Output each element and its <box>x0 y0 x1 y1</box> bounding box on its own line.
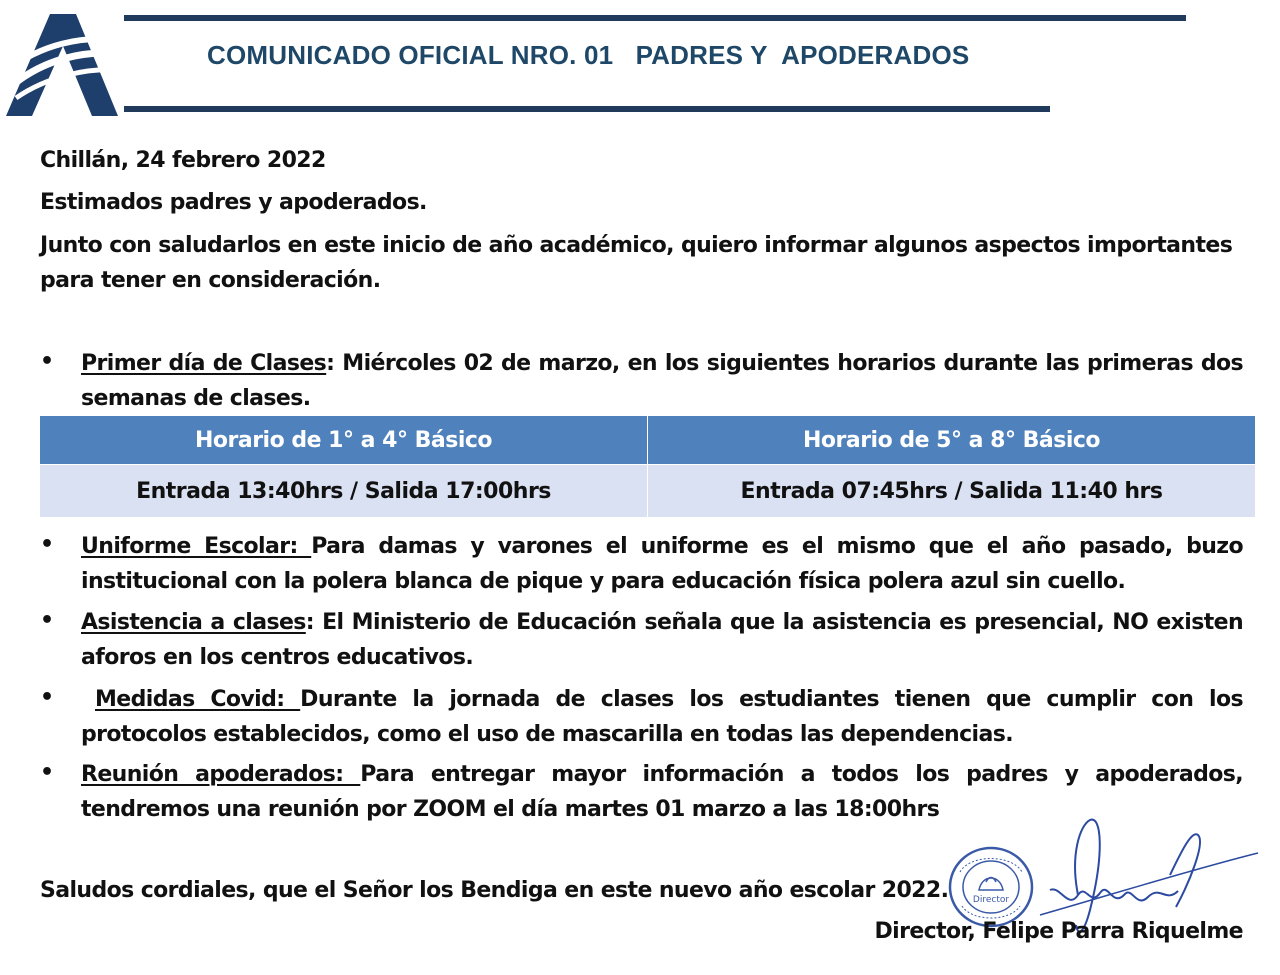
attendance-text: : El Ministerio de Educación señala que la asistencia es presencial, NO existen aforos en los centros educativos. <box>81 610 1244 670</box>
document-title: COMUNICADO OFICIAL NRO. 01 PADRES Y APODERADOS <box>207 40 970 70</box>
bullet-covid <box>81 682 1243 752</box>
meeting-text: Para entregar mayor información a todos los padres y apoderados, tendremos una reunión por ZOOM el día martes 01 marzo a las 18:00hrs <box>81 762 1243 822</box>
bullet-attendance <box>81 605 1243 675</box>
schedule-cell-1-4: Entrada 13:40hrs / Salida 17:00hrs <box>40 465 648 518</box>
schedule-header-1-4: Horario de 1° a 4° Básico <box>40 416 648 465</box>
greeting: Estimados padres y apoderados. <box>40 190 427 215</box>
intro-paragraph: Junto con saludarlos en este inicio de año académico, quiero informar algunos aspectos importantes para tener en consideración. <box>40 233 1233 293</box>
bullet-first-day <box>81 346 1243 416</box>
schedule-cell-5-8: Entrada 07:45hrs / Salida 11:40 hrs <box>648 465 1256 518</box>
covid-text: Durante la jornada de clases los estudiantes tienen que cumplir con los protocolos establecidos, como el uso de mascarilla en todas las dependencias. <box>81 687 1243 747</box>
header-rule-top <box>124 15 1186 21</box>
school-logo <box>4 12 122 120</box>
closing-text: Saludos cordiales, que el Señor los Bendiga en este nuevo año escolar 2022. <box>40 878 949 903</box>
bullet-marker: • <box>40 760 55 785</box>
director-signature-line: Director, Felipe Parra Riquelme <box>874 919 1243 944</box>
seal-center-text: Director <box>972 895 1010 905</box>
date-place: Chillán, 24 febrero 2022 <box>40 148 326 173</box>
schedule-table <box>39 415 1256 518</box>
meeting-label: Reunión apoderados: <box>81 762 361 787</box>
first-day-text: : Miércoles 02 de marzo, en los siguientes horarios durante las primeras dos semanas de clases. <box>81 351 1243 411</box>
bullet-marker: • <box>40 685 55 710</box>
bullet-uniform <box>81 529 1243 599</box>
covid-label: Medidas Covid: <box>95 687 301 712</box>
header-rule-bottom <box>124 106 1050 112</box>
first-day-label: Primer día de Clases <box>81 351 327 376</box>
schedule-header-5-8: Horario de 5° a 8° Básico <box>648 416 1256 465</box>
schedule-header-row <box>40 416 1256 465</box>
bullet-marker: • <box>40 532 55 557</box>
bullet-marker: • <box>40 608 55 633</box>
uniform-text: Para damas y varones el uniforme es el mismo que el año pasado, buzo institucional con la polera blanca de pique y para educación física polera azul sin cuello. <box>81 534 1243 594</box>
uniform-label: Uniforme Escolar: <box>81 534 312 559</box>
attendance-label: Asistencia a clases <box>81 610 306 635</box>
bullet-marker: • <box>40 349 55 374</box>
table-row <box>40 465 1256 518</box>
